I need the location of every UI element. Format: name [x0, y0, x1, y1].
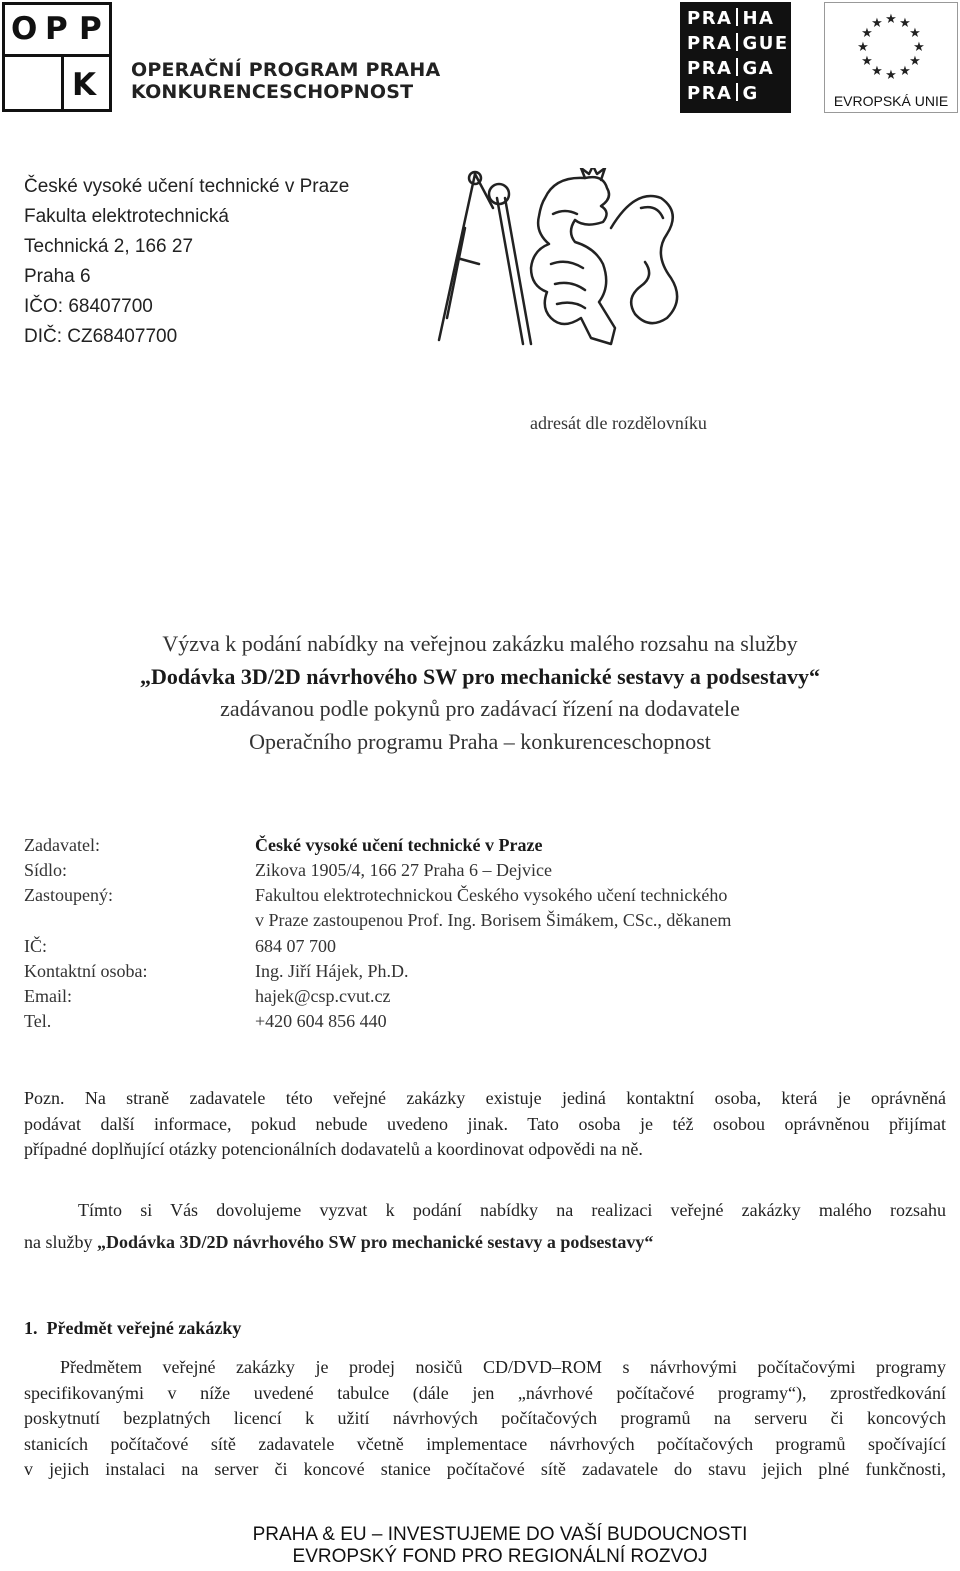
praha-part: PRA [687, 58, 733, 79]
svg-text:★: ★ [857, 39, 869, 54]
address-line: DIČ: CZ68407700 [24, 326, 178, 347]
addressee: adresát dle rozdělovníku [530, 413, 707, 433]
info-value: Fakultou elektrotechnickou Českého vysokého učení technického [255, 885, 728, 905]
email-link[interactable]: hajek@csp.cvut.cz [255, 986, 391, 1006]
info-value: +420 604 856 440 [255, 1011, 387, 1031]
praha-logo-row [687, 83, 759, 104]
address-line: Praha 6 [24, 266, 91, 287]
svg-text:★: ★ [871, 63, 883, 78]
praha-logo-row [687, 8, 774, 29]
section-paragraph [24, 1355, 946, 1483]
praha-logo-row [687, 33, 789, 54]
oppk-divider-h [2, 54, 112, 57]
info-label: Tel. [24, 1011, 52, 1031]
info-value: Ing. Jiří Hájek, Ph.D. [255, 961, 409, 981]
info-label: Email: [24, 986, 72, 1006]
eu-stars-icon [825, 3, 957, 93]
praha-part: PRA [687, 8, 733, 29]
address-line: Fakulta elektrotechnická [24, 206, 229, 227]
sender-address [24, 172, 349, 352]
oppk-divider-v [61, 54, 64, 112]
oppk-logo [2, 2, 112, 112]
praha-separator [736, 83, 738, 101]
section-heading: 1. Předmět veřejné zakázky [24, 1318, 242, 1338]
section-line: specifikovanými v níže uvedené tabulce (dále jen „návrhové počítačové programy“), zprostředkování [24, 1382, 946, 1403]
lion-icon [435, 168, 685, 354]
document-title [0, 628, 960, 758]
title-line: Výzva k podání nabídky na veřejnou zakázku malého rozsahu na služby [162, 631, 798, 656]
praha-part: GA [742, 58, 775, 79]
contract-name-inline: „Dodávka 3D/2D návrhového SW pro mechanické sestavy a podsestavy“ [96, 1231, 654, 1252]
invitation-line: Tímto si Vás dovolujeme vyzvat k podání nabídky na realizaci veřejné zakázky malého rozsahu [78, 1200, 946, 1220]
oppk-letter: P [79, 11, 102, 47]
oppk-letter: O [11, 11, 38, 47]
praha-part: PRA [687, 33, 733, 54]
svg-text:★: ★ [885, 67, 897, 82]
oppk-line2: KONKURENCESCHOPNOST [131, 81, 414, 103]
section-line: poskytnutí bezplatných licencí k užití návrhových počítačových programů na serveru či koncových [24, 1408, 946, 1428]
note-paragraph [24, 1086, 946, 1163]
section-line: stanicích počítačové sítě zadavatele včetně implementace návrhových počítačových programů spočívající [24, 1433, 946, 1454]
info-label: Kontaktní osoba: [24, 961, 148, 981]
info-value: 684 07 700 [255, 936, 336, 956]
section-line: v jejich instalaci na server či koncové stanice počítačové sítě zadavatele do stavu jejich plné funkčnosti, [24, 1459, 946, 1479]
oppk-program-name [131, 59, 440, 103]
praha-logo-row [687, 58, 774, 79]
address-line: Technická 2, 166 27 [24, 236, 194, 257]
svg-text:★: ★ [861, 25, 873, 40]
note-line: podávat další informace, pokud nebude uvedeno jinak. Tato osoba je též osobou oprávněnou přijímat [24, 1113, 946, 1134]
info-value: v Praze zastoupenou Prof. Ing. Borisem Šimákem, CSc., děkanem [255, 910, 732, 930]
praha-part: GUE [742, 33, 789, 54]
invitation-line [24, 1230, 946, 1256]
page-footer [0, 1524, 960, 1568]
invitation-paragraph [24, 1198, 946, 1255]
praha-separator [736, 58, 738, 76]
svg-text:★: ★ [899, 15, 911, 30]
title-line: Operačního programu Praha – konkurenceschopnost [249, 728, 711, 754]
address-line: České vysoké učení technické v Praze [24, 176, 350, 197]
svg-text:★: ★ [909, 25, 921, 40]
oppk-letter: K [72, 67, 97, 103]
praha-logo [680, 2, 791, 113]
cvut-lion-logo [435, 168, 685, 354]
note-line: Pozn. Na straně zadavatele této veřejné zakázky existuje jediná kontaktní osoba, která je oprávněná [24, 1088, 946, 1108]
footer-line: EVROPSKÝ FOND PRO REGIONÁLNÍ ROZVOJ [292, 1546, 708, 1567]
oppk-line1: OPERAČNÍ PROGRAM PRAHA [131, 59, 441, 81]
title-line: zadávanou podle pokynů pro zadávací řízení na dodavatele [220, 696, 740, 721]
info-label: Sídlo: [24, 860, 68, 880]
svg-text:★: ★ [871, 15, 883, 30]
eu-label: EVROPSKÁ UNIE [833, 93, 949, 109]
svg-text:★: ★ [909, 53, 921, 68]
footer-line: PRAHA & EU – INVESTUJEME DO VAŠÍ BUDOUCNOSTI [252, 1524, 748, 1545]
praha-part: G [742, 83, 759, 104]
svg-text:★: ★ [885, 11, 897, 26]
svg-text:★: ★ [899, 63, 911, 78]
invitation-prefix: na služby [24, 1231, 97, 1252]
note-line: případné doplňující otázky potencionálních dodavatelů a koordinovat odpovědi na ně. [24, 1139, 643, 1159]
info-label: Zadavatel: [24, 835, 100, 855]
svg-text:★: ★ [861, 53, 873, 68]
praha-separator [736, 8, 738, 26]
section-line: Předmětem veřejné zakázky je prodej nosičů CD/DVD–ROM s návrhovými počítačovými programy [60, 1357, 946, 1377]
oppk-letter: P [45, 11, 68, 47]
contract-name: „Dodávka 3D/2D návrhového SW pro mechanické sestavy a podsestavy“ [139, 663, 821, 689]
address-line: IČO: 68407700 [24, 296, 153, 317]
praha-part: HA [742, 8, 775, 29]
praha-separator [736, 33, 738, 51]
info-value: České vysoké učení technické v Praze [255, 835, 543, 855]
info-label: IČ: [24, 936, 48, 956]
info-label: Zastoupený: [24, 885, 113, 905]
svg-text:★: ★ [913, 39, 925, 54]
praha-part: PRA [687, 83, 733, 104]
info-value: Zikova 1905/4, 166 27 Praha 6 – Dejvice [255, 860, 552, 880]
